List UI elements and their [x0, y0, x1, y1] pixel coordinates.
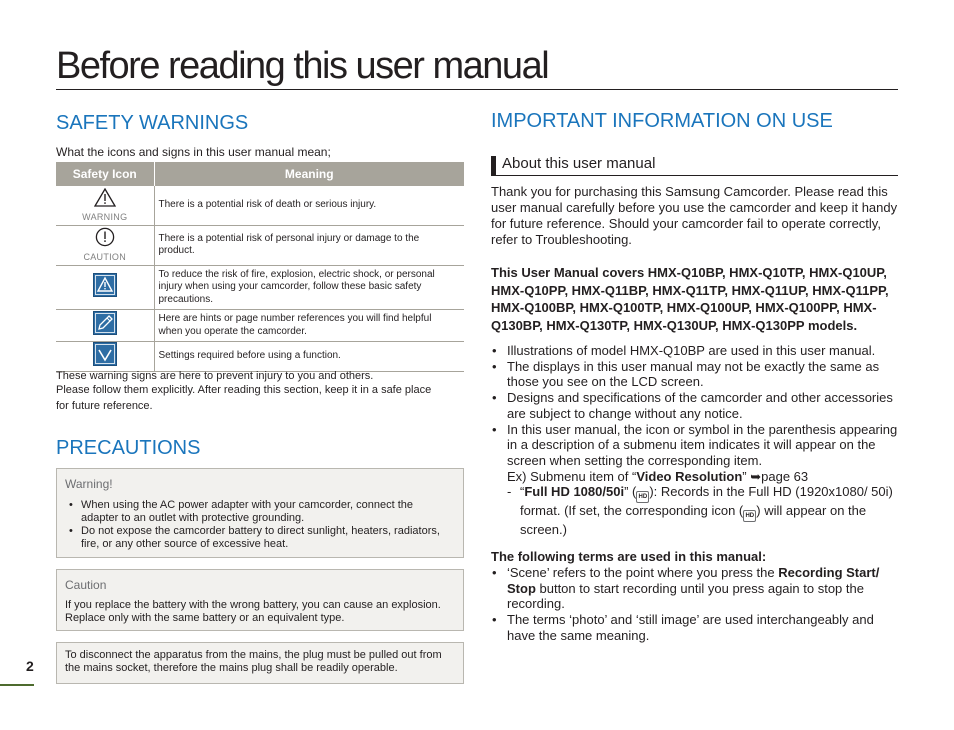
list-item: • The displays in this user manual may not be exactly the same as those you see on the LCD screen. [491, 359, 898, 390]
title-rule [56, 89, 898, 90]
important-info-heading: IMPORTANT INFORMATION ON USE [491, 110, 833, 132]
table-row [56, 225, 464, 265]
models-paragraph: This User Manual covers HMX-Q10BP, HMX-Q10TP, HMX-Q10UP, HMX-Q10PP, HMX-Q11BP, HMX-Q11TP, HMX-Q11UP, HMX-Q11PP, HMX-Q100BP, HMX-Q100TP, HMX-Q100UP, HMX-Q100PP, HMX-Q130BP, HMX-Q130TP, HMX-Q130UP, HMX-Q130PP models. [491, 265, 889, 333]
list-item: • When using the AC power adapter with your camcorder, connect the adapter to an outlet with protective grounding. [65, 499, 453, 525]
row-text: Settings required before using a function. [154, 342, 464, 372]
full-hd-icon: HD [636, 491, 649, 503]
example-line: Ex) Submenu item of “Video Resolution” ➥page 63 [507, 468, 809, 484]
caution-circle-icon [95, 227, 115, 252]
warning-label: WARNING [82, 211, 128, 222]
safety-note-2: Please follow them explicitly. After reading this section, keep it in a safe place [56, 383, 432, 396]
about-manual-label: About this user manual [502, 155, 656, 172]
list-item: • The terms ‘photo’ and ‘still image’ are used interchangeably and have the same meaning. [491, 612, 898, 643]
page-title: Before reading this user manual [56, 45, 549, 87]
safety-notes [56, 370, 466, 414]
row-text: There is a potential risk of death or serious injury. [154, 186, 464, 225]
terms-heading: The following terms are used in this manual: [491, 549, 767, 564]
caution-text: If you replace the battery with the wrong battery, you can cause an explosion. Replace only with the same battery or an equivalent type. [65, 599, 441, 624]
recording-start-stop-label: Recording Start/ Stop [507, 565, 880, 596]
caution-box [56, 569, 464, 631]
page-number: 2 [26, 658, 34, 674]
list-item: • Do not expose the camcorder battery to direct sunlight, heaters, radiators, fire, or any other source of excessive heat. [65, 525, 453, 551]
list-item: • Illustrations of model HMX-Q10BP are used in this user manual. [491, 343, 898, 359]
warning-triangle-icon [94, 188, 116, 212]
col-meaning: Meaning [154, 162, 464, 186]
subheading-bar [491, 156, 496, 175]
submenu-note-text: In this user manual, the icon or symbol in the parenthesis appearing in a description of a submenu item indicates it will appear on the screen when setting the corresponding item. [507, 421, 898, 468]
table-row [56, 342, 464, 372]
table-row [56, 310, 464, 342]
caution-box-title: Caution [65, 578, 107, 592]
col-safety-icon: Safety Icon [56, 162, 154, 186]
page-ref-arrow-icon: ➥ [750, 468, 762, 484]
safety-table [56, 162, 464, 372]
table-row [56, 186, 464, 225]
list-item: • ‘Scene’ refers to the point where you press the Recording Start/ Stop button to start recording until you press again to stop the recording. [491, 565, 898, 612]
list-item [491, 422, 898, 539]
safety-note-3: for future reference. [56, 400, 153, 412]
video-resolution-label: Video Resolution [636, 468, 743, 484]
list-item: • Designs and specifications of the camcorder and other accessories are subject to change without any notice. [491, 390, 898, 421]
page-number-rule [0, 684, 34, 686]
sub-list-item: - “Full HD 1080/50i” ( HD ): Records in the Full HD (1920x1080/ 50i) format. (If set, the corresponding icon ( HD ) will appear on the screen.) [507, 484, 893, 538]
warning-list [65, 499, 453, 551]
about-manual-subheading [491, 154, 898, 176]
terms-list [491, 565, 898, 644]
row-text: There is a potential risk of personal injury or damage to the product. [154, 225, 464, 265]
intro-paragraph: Thank you for purchasing this Samsung Camcorder. Please read this user manual carefully before you use the camcorder and keep it handy for future reference. Should your camcorder fail to operate correctly, refer to Troubleshooting. [491, 184, 898, 247]
safety-intro: What the icons and signs in this user manual mean; [56, 145, 331, 159]
safety-warnings-heading: SAFETY WARNINGS [56, 112, 249, 134]
page-reference: page 63 [761, 468, 809, 484]
manual-notes-list [491, 343, 898, 538]
caution-label: CAUTION [83, 251, 127, 262]
safety-note-1: These warning signs are here to prevent injury to you and others. [56, 370, 374, 382]
warning-box [56, 468, 464, 558]
hint-pencil-icon [93, 311, 117, 340]
warning-box-title: Warning! [65, 477, 113, 491]
settings-check-icon [93, 342, 117, 371]
row-text: Here are hints or page number references you will find helpful when you operate the camcorder. [154, 310, 464, 342]
row-text: To reduce the risk of fire, explosion, electric shock, or personal injury when using your camcorder, follow these basic safety precautions. [154, 265, 464, 310]
disconnect-text: To disconnect the apparatus from the mains, the plug must be pulled out from the mains socket, therefore the mains plug shall be readily operable. [65, 649, 442, 674]
precautions-heading: PRECAUTIONS [56, 437, 201, 459]
hazard-triangle-box-icon [93, 273, 117, 302]
disconnect-box [56, 642, 464, 684]
table-row [56, 265, 464, 310]
full-hd-icon: HD [743, 510, 756, 522]
full-hd-label: Full HD 1080/50i [524, 484, 625, 500]
